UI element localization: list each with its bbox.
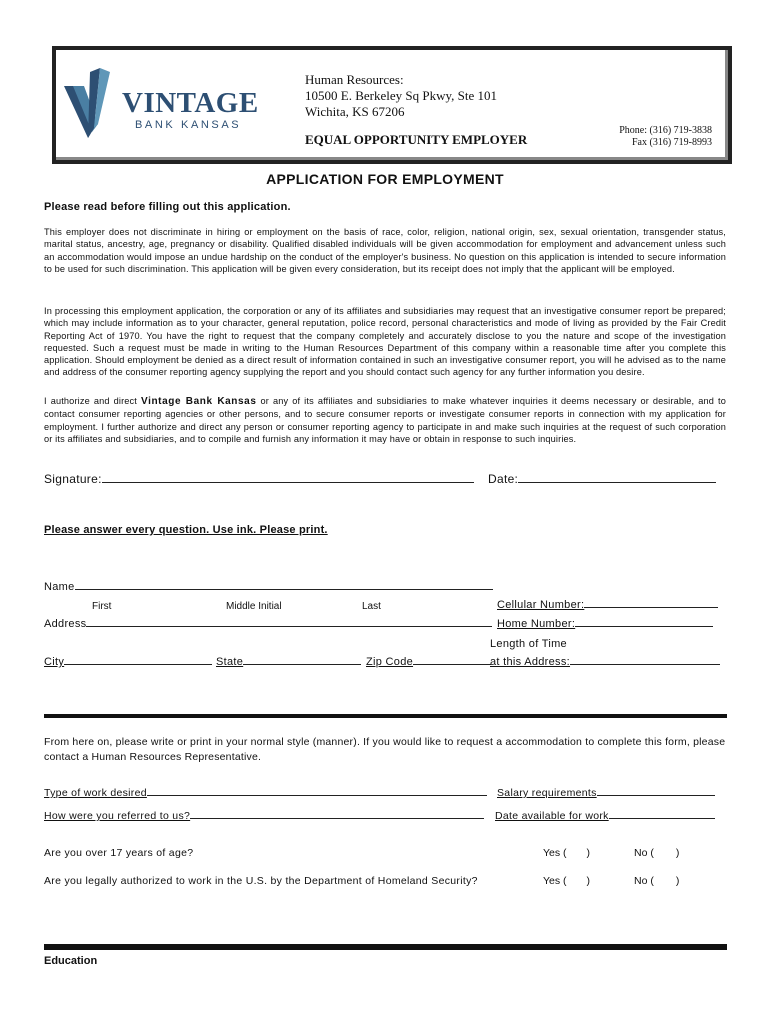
last-sublabel: Last xyxy=(362,601,381,612)
contact-numbers xyxy=(600,125,712,149)
signature-field[interactable] xyxy=(44,472,474,486)
authorization-paragraph xyxy=(44,395,726,445)
auth-no-option[interactable]: No ( ) xyxy=(634,875,680,887)
age-yes-option[interactable]: Yes ( ) xyxy=(543,847,591,859)
home-number-field[interactable] xyxy=(497,618,713,630)
hr-address-line: Human Resources: xyxy=(305,72,404,87)
salary-field[interactable] xyxy=(497,787,715,799)
state-field[interactable] xyxy=(216,656,361,668)
first-sublabel: First xyxy=(92,601,112,612)
from-here-instructions: From here on, please write or print in your normal style (manner). If you would like to request a accommodation to complete this form, please contact a Human Resources Representative. xyxy=(44,736,726,763)
auth-yes-option[interactable]: Yes ( ) xyxy=(543,875,591,887)
date-available-label: Date available for work xyxy=(495,810,609,822)
hr-address-line: 10500 E. Berkeley Sq Pkwy, Ste 101 xyxy=(305,88,497,103)
type-of-work-label: Type of work desired xyxy=(44,787,147,799)
signature-label: Signature: xyxy=(44,472,102,486)
at-address-label: at this Address: xyxy=(490,656,571,668)
state-label: State xyxy=(216,656,244,668)
page-title: APPLICATION FOR EMPLOYMENT xyxy=(266,171,504,187)
please-answer-heading: Please answer every question. Use ink. Please print. xyxy=(44,524,328,536)
authorization-pre: I authorize and direct xyxy=(44,396,141,406)
zip-field[interactable] xyxy=(366,656,491,668)
home-number-label: Home Number: xyxy=(497,618,576,630)
cellular-field[interactable] xyxy=(497,599,718,611)
logo-subtitle: BANK KANSAS xyxy=(135,119,242,131)
address-label: Address xyxy=(44,618,87,630)
section-divider xyxy=(44,714,727,718)
cellular-label: Cellular Number: xyxy=(497,599,585,611)
hr-address-line: Wichita, KS 67206 xyxy=(305,104,405,119)
middle-initial-sublabel: Middle Initial xyxy=(226,601,282,612)
question-work-authorization: Are you legally authorized to work in the U.S. by the Department of Homeland Security? xyxy=(44,875,478,887)
date-field[interactable] xyxy=(488,472,716,486)
zip-label: Zip Code xyxy=(366,656,414,668)
fax-number: Fax (316) 719-8993 xyxy=(632,137,712,148)
length-of-time-label: Length of Time xyxy=(490,638,567,650)
name-field[interactable] xyxy=(44,581,493,593)
consumer-report-paragraph: In processing this employment application, the corporation or any of its affiliates and subsidiaries may request that an investigative consumer report be prepared; which may include information as to your character, general reputation, police record, personal characteristics and mode of living as provided by the Fair Credit Reporting Act of 1970. You have the right to request that the company completely and accurately disclose to you the nature and scope of the investigation requested. Such a request must be made in writing to the Human Resources Department of this company within a reasonable time after you complete this application. Should employment be denied as a direct result of information contained in such an investigative consumer report, you will he advised as to the name and address of the consumer reporting agency supplying the report and you should contact such agency for any further information you desire. xyxy=(44,306,726,378)
hr-address xyxy=(305,72,497,120)
referred-label: How were you referred to us? xyxy=(44,810,191,822)
question-age: Are you over 17 years of age? xyxy=(44,847,194,859)
section-divider xyxy=(44,944,727,950)
vintage-logo-icon xyxy=(64,66,124,140)
nondiscrimination-paragraph: This employer does not discriminate in hiring or employment on the basis of race, color, religion, national origin, sex, sexual orientation, transgender status, marital status, ancestry, age, pregnancy or disability. Qualified disabled individuals will be given accommodation for employment and advancement unless such an accommodation would impose an undue hardship on the conduct of the employer's business. No question on this application is intended to secure information to be used for such discrimination. This application will be given every consideration, but its receipt does not imply that the applicant will be employed. xyxy=(44,227,726,274)
salary-label: Salary requirements xyxy=(497,787,597,799)
referred-field[interactable] xyxy=(44,810,484,822)
address-field[interactable] xyxy=(44,618,492,630)
city-field[interactable] xyxy=(44,656,212,668)
equal-opportunity-employer: EQUAL OPPORTUNITY EMPLOYER xyxy=(305,132,528,147)
name-label: Name xyxy=(44,581,75,593)
authorization-post: or any of its affiliates and subsidiaries to make whatever inquiries it deems necessary or desirable, and to contact consumer reporting agencies or other persons, and to secure consumer reports or investigate consumer reports in connection with my application for employment. I further authorize and direct any person or consumer reporting agency to participate in and make such inquiries at the request of such corporation or its affiliates and subsidiaries, and to compile and furnish any information it may have or obtain in response to such inquiries. xyxy=(44,396,726,444)
please-read-heading: Please read before filling out this application. xyxy=(44,201,291,213)
date-label: Date: xyxy=(488,472,519,486)
date-available-field[interactable] xyxy=(495,810,715,822)
bank-name: Vintage Bank Kansas xyxy=(140,396,257,407)
city-label: City xyxy=(44,656,65,668)
age-no-option[interactable]: No ( ) xyxy=(634,847,680,859)
at-address-field[interactable] xyxy=(490,656,720,668)
phone-number: Phone: (316) 719-3838 xyxy=(619,125,712,136)
logo-wordmark: VINTAGE xyxy=(122,87,259,119)
type-of-work-field[interactable] xyxy=(44,787,487,799)
education-heading: Education xyxy=(44,955,98,967)
